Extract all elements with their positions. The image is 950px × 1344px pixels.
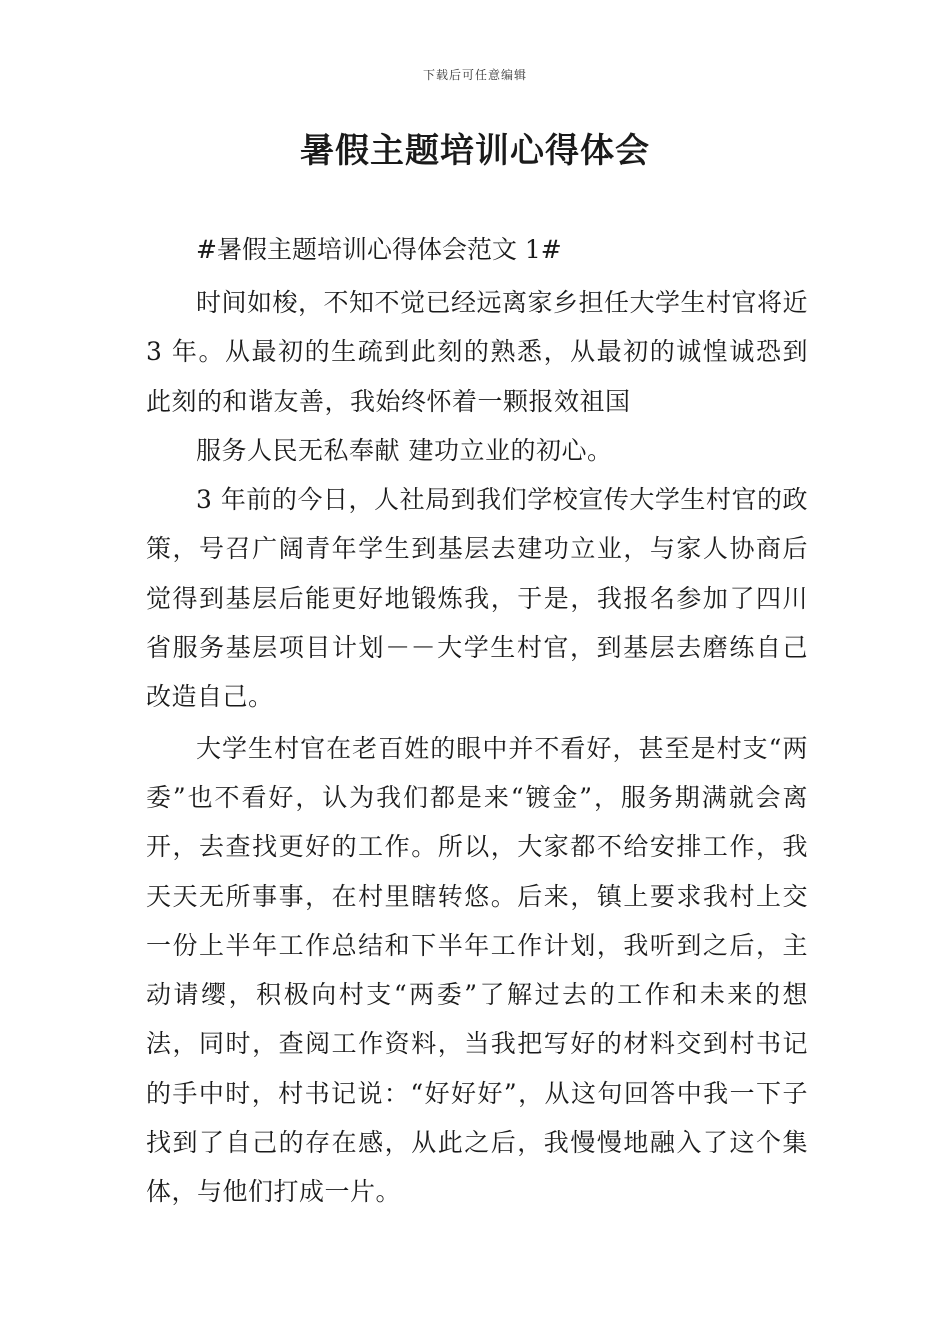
section-heading: #暑假主题培训心得体会范文 1# [196,235,562,264]
header-note: 下载后可任意编辑 [422,68,527,82]
paragraph-1: 时间如梭，不知不觉已经远离家乡担任大学生村官将近 3 年。从最初的生疏到此刻的熟悉，从最初的诚惶诚恐到此刻的和谐友善，我始终怀着一颗报效祖国 [146,288,809,416]
paragraph-2: 服务人民无私奉献 建功立业的初心。 [196,435,613,465]
document-title: 暑假主题培训心得体会 [300,131,650,171]
paragraph-4: 大学生村官在老百姓的眼中并不看好，甚至是村支“两委”也不看好，认为我们都是来“镀金”，服务期满就会离开，去查找更好的工作。所以，大家都不给安排工作，我天天无所事事，在村里瞎转悠。后来，镇上要求我村上交一份上半年工作总结和下半年工作计划，我听到之后，主动请缨，积极向村支“两委”了解过去的工作和未来的想法，同时，查阅工作资料，当我把写好的材料交到村书记的手中时，村书记说：“好好好”，从这句回答中我一下子找到了自己的存在感，从此之后，我慢慢地融入了这个集体，与他们打成一片。 [146,733,808,1207]
document-body [146,228,808,1217]
paragraph-3: 3 年前的今日，人社局到我们学校宣传大学生村官的政策，号召广阔青年学生到基层去建功立业，与家人协商后觉得到基层后能更好地锻炼我，于是，我报名参加了四川省服务基层项目计划－－大学生村官，到基层去磨练自己改造自己。 [146,485,808,712]
